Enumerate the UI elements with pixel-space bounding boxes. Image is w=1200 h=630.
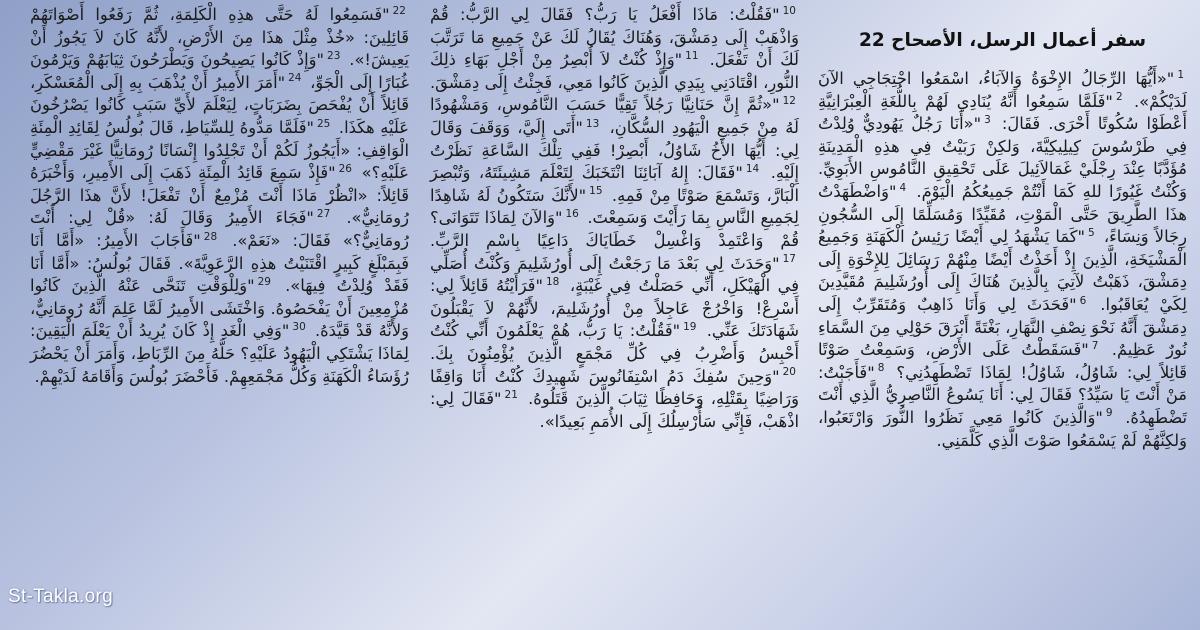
verse-number: 21 bbox=[504, 388, 518, 401]
verse-text: "فَإِذْ سَمِعَ قَائِدُ الْمِئَةِ ذَهَبَ إِلَى الأَمِيرِ، وَأَخْبَرَهُ قَائِلاً: «انْظُرْ مَاذَا أَنْتَ مُزْمِعٌ أَنْ تَفْعَلَ! لأَنَّ هذَا الرَّجُلَ رُومَانِيٌّ». bbox=[30, 163, 409, 228]
verse-number: 18 bbox=[545, 275, 560, 288]
verse-text: "كَمَا يَشْهَدُ لِي أَيْضًا رَئِيسُ الْكَهَنَةِ وَجَمِيعُ الْمَشْيَخَةِ، الَّذِينَ إِذْ أَخَذْتُ أَيْضًا مِنْهُمْ رَسَائِلَ لِلإِخْوَةِ إِلَى دِمَشْقَ، ذَهَبْتُ لآتِيَ بِالَّذِينَ هُنَاكَ إِلَى أُورُشَلِيمَ مُقَيَّدِينَ لِكَيْ يُعَاقَبُوا. bbox=[818, 227, 1187, 314]
verses-col1 bbox=[818, 68, 1187, 452]
verse-number: 9 bbox=[1105, 407, 1113, 420]
site-watermark: St-Takla.org bbox=[8, 586, 113, 607]
verse-text: "فَسَقَطْتُ عَلَى الأَرْضِ، وَسَمِعْتُ صَوْتًا قَائِلاً لِي: شَاوُلُ، شَاوُلُ! لِمَاذَا تَضْطَهِدُنِي؟ bbox=[818, 340, 1187, 382]
verse-number: 14 bbox=[745, 162, 760, 175]
verse-text: "فَقَالَ: إِلهُ آبَائِنَا انْتَخَبَكَ لِتَعْلَمَ مَشِيئَتَهُ، وَتُبْصِرَ الْبَارَّ، وَتَسْمَعَ صَوْتًا مِنْ فَمِهِ. bbox=[430, 163, 799, 205]
text-column-middle bbox=[420, 0, 805, 630]
verse-number: 12 bbox=[782, 94, 796, 107]
verse-text: "وَفِي الْغَدِ إِذْ كَانَ يُرِيدُ أَنْ يَعْلَمَ الْيَقِينَ: لِمَاذَا يَشْتَكِي الْيَهُودُ عَلَيْهِ؟ حَلَّهُ مِنَ الرِّبَاطِ، وَأَمَرَ أَنْ يَحْضُرَ رُؤَسَاءُ الْكَهَنَةِ وَكُلُّ مَجْمَعِهِمْ. فَأَحْضَرَ بُولُسَ وَأَقَامَهُ لَدَيْهِمْ. bbox=[30, 321, 409, 386]
verse-number: 4 bbox=[899, 181, 907, 194]
verse-number: 5 bbox=[1088, 226, 1095, 239]
verse-text: "فَرَأَيْتُهُ قَائِلاً لِي: أَسْرِعْ! وَاخْرُجْ عَاجِلاً مِنْ أُورُشَلِيمَ، لأَنَّهُمْ لاَ يَقْبَلُونَ شَهَادَتَكَ عَنِّي. bbox=[430, 276, 799, 341]
verse-text: "فَقُلْتُ: مَاذَا أَفْعَلُ يَا رَبُّ؟ فَقَالَ لِي الرَّبُّ: قُمْ وَاذْهَبْ إِلَى دِمَشْقَ، وَهُنَاكَ يُقَالُ لَكَ عَنْ جَمِيعِ مَا تَرَتَّبَ لَكَ أَنْ تَفْعَلَ. bbox=[430, 5, 799, 70]
verse-number: 17 bbox=[782, 253, 796, 266]
text-column-left bbox=[20, 0, 415, 630]
verses-col2 bbox=[430, 4, 799, 433]
verse-text: "وَحِينَ سُفِكَ دَمُ اسْتِفَانُوسَ شَهِيدِكَ كُنْتُ أَنَا وَاقِفًا وَرَاضِيًا بِقَتْلِهِ، وَحَافِظًا ثِيَابَ الَّذِينَ قَتَلُوهُ. bbox=[430, 366, 799, 409]
verse-number: 3 bbox=[984, 113, 991, 126]
verse-number: 26 bbox=[338, 162, 352, 175]
verse-text: "فَأَجَبْتُ: مَنْ أَنْتَ يَا سَيِّدُ؟ فَقَالَ لِي: أَنَا يَسُوعُ النَّاصِرِيُّ الَّذِي أَنْتَ تَضْطَهِدُهُ. bbox=[818, 362, 1187, 427]
verse-text: "وَالَّذِينَ كَانُوا مَعِي نَظَرُوا النُّورَ وَارْتَعَبُوا، وَلكِنَّهُمْ لَمْ يَسْمَعُوا صَوْتَ الَّذِي كَلَّمَنِي. bbox=[818, 407, 1187, 450]
verse-number: 7 bbox=[1091, 339, 1099, 352]
verse-number: 19 bbox=[683, 320, 697, 333]
verse-text: "«أَيُّهَا الرِّجَالُ الإِخْوَةُ وَالآبَاءُ، اسْمَعُوا احْتِجَاجِي الآنَ لَدَيْكُمْ». bbox=[818, 69, 1187, 111]
verse-number: 13 bbox=[585, 117, 600, 130]
verse-text: "«أَنَا رَجُلٌ يَهُودِيٌّ وُلِدْتُ فِي طَرْسُوسَ كِيلِيكِيَّةَ، وَلكِنْ رَبَيْتُ فِي هذِهِ الْمَدِينَةِ مُؤَدَّبًا عِنْدَ رِجْلَيْ غَمَالاَئِيلَ عَلَى تَحْقِيقِ النَّامُوسِ الأَبَوِيِّ. وَكُنْتُ غَيُورًا للهِ كَمَا أَنْتُمْ جَمِيعُكُمُ الْيَوْمَ. bbox=[818, 114, 1187, 201]
verse-text: "وَإِذْ كَانُوا يَصِيحُونَ وَيَطْرَحُونَ ثِيَابَهُمْ وَيَرْمُونَ غُبَارًا إِلَى الْجَوِّ، bbox=[30, 50, 409, 92]
verse-text: "فَقُلْتُ: يَا رَبُّ، هُمْ يَعْلَمُونَ أَنِّي كُنْتُ أَحْبِسُ وَأَضْرِبُ فِي كُلِّ مَجْمَعٍ الَّذِينَ يُؤْمِنُونَ بِكَ. bbox=[430, 321, 799, 363]
verse-text: "وَإِذْ كُنْتُ لاَ أُبْصِرُ مِنْ أَجْلِ بَهَاءِ ذلِكَ النُّورِ، اقْتَادَنِي بِيَدِي الَّذِينَ كَانُوا مَعِي، فَجِئْتُ إِلَى دِمَشْقَ. bbox=[430, 50, 799, 92]
verse-text: "لأَنَّكَ سَتَكُونُ لَهُ شَاهِدًا لِجَمِيعِ النَّاسِ بِمَا رَأَيْتَ وَسَمِعْتَ. bbox=[430, 185, 799, 228]
verse-number: 22 bbox=[392, 4, 406, 17]
verse-number: 20 bbox=[782, 366, 796, 379]
verse-number: 1 bbox=[1177, 68, 1184, 81]
verse-number: 30 bbox=[292, 320, 306, 333]
verse-number: 16 bbox=[565, 207, 579, 220]
verse-text: "فَأَجَابَ الأَمِيرُ: «أَمَّا أَنَا فَبِمَبْلَغٍ كَبِيرٍ اقْتَنَيْتُ هذِهِ الرَّعَوِيَّةَ». فَقَالَ بُولُسُ: «أَمَّا أَنَا فَقَدْ وُلِدْتُ فِيهَا». bbox=[30, 230, 409, 296]
verse-text: "أَتَى إِلَيَّ، وَوَقَفَ وَقَالَ لِي: أَيُّهَا الأَخُ شَاوُلُ، أَبْصِرْ! فَفِي تِلْكَ السَّاعَةِ نَظَرْتُ إِلَيْهِ. bbox=[430, 117, 799, 183]
text-column-right bbox=[808, 0, 1193, 630]
verse-text: "فَلَمَّا مَدُّوهُ لِلسِّيَاطِ، قَالَ بُولُسُ لِقَائِدِ الْمِئَةِ الْوَاقِفِ: «أَيَجُوزُ لَكُمْ أَنْ تَجْلِدُوا إِنْسَانًا رُومَانِيًّا غَيْرَ مَقْضِيٍّ عَلَيْهِ؟» bbox=[30, 117, 409, 183]
verse-text: "فَسَمِعُوا لَهُ حَتَّى هذِهِ الْكَلِمَةِ، ثُمَّ رَفَعُوا أَصْوَاتَهُمْ قَائِلِينَ: «خُذْ مِثْلَ هذَا مِنَ الأَرْضِ، لأَنَّهُ كَانَ لاَ يَجُوزُ أَنْ يَعِيشَ!». bbox=[30, 5, 409, 70]
verse-text: "وَحَدَثَ لِي بَعْدَ مَا رَجَعْتُ إِلَى أُورُشَلِيمَ وَكُنْتُ أُصَلِّي فِي الْهَيْكَلِ، أَنِّي حَصَلْتُ فِي غَيْبَةٍ، bbox=[430, 253, 799, 296]
verses-col3 bbox=[30, 4, 409, 388]
verse-text: "«ثُمَّ إِنَّ حَنَانِيَّا رَجُلاً تَقِيًّا حَسَبَ النَّامُوسِ، وَمَشْهُودًا لَهُ مِنْ جَمِيعِ الْيَهُودِ السُّكَّانِ، bbox=[430, 95, 799, 137]
verse-text: "وَالآنَ لِمَاذَا تَتَوَانَى؟ قُمْ وَاعْتَمِدْ وَاغْسِلْ خَطَايَاكَ دَاعِيًا بِاسْمِ الرَّبِّ. bbox=[430, 208, 799, 250]
verse-text: "وَلِلْوَقْتِ تَنَحَّى عَنْهُ الَّذِينَ كَانُوا مُزْمِعِينَ أَنْ يَفْحَصُوهُ. وَاخْتَشَى الأَمِيرُ لَمَّا عَلِمَ أَنَّهُ رُومَانِيٌّ، وَلأَنَّهُ قَدْ قَيَّدَهُ. bbox=[30, 276, 409, 341]
verse-number: 10 bbox=[782, 4, 796, 17]
verse-text: "فَلَمَّا سَمِعُوا أَنَّهُ يُنَادِي لَهُمْ بِاللُّغَةِ الْعِبْرَانِيَّةِ أَعْطَوْا سُكُوتًا أَحْرَى. فَقَالَ: bbox=[818, 91, 1187, 134]
verse-text: "وَاضْطَهَدْتُ هذَا الطَّرِيقَ حَتَّى الْمَوْتِ، مُقَيِّدًا وَمُسَلِّمًا إِلَى السُّجُونِ رِجَالاً وَنِسَاءً، bbox=[818, 181, 1187, 247]
chapter-title: سفر أعمال الرسل، الأصحاح 22 bbox=[858, 30, 1147, 51]
verse-number: 27 bbox=[316, 207, 331, 220]
verse-number: 23 bbox=[327, 49, 341, 62]
verse-text: "فَقَالَ لِي: اذْهَبْ، فَإِنِّي سَأُرْسِلُكَ إِلَى الأُمَمِ بَعِيدًا». bbox=[430, 389, 799, 431]
verse-number: 2 bbox=[1115, 91, 1123, 104]
verse-number: 24 bbox=[288, 72, 302, 85]
verse-number: 6 bbox=[1079, 294, 1087, 307]
verse-number: 15 bbox=[589, 185, 603, 198]
verse-text: "أَمَرَ الأَمِيرُ أَنْ يُذْهَبَ بِهِ إِلَى الْمُعَسْكَرِ، قَائِلاً أَنْ يُفْحَصَ بِضَرَبَاتٍ، لِيَعْلَمَ لأَيِّ سَبَبٍ كَانُوا يَصْرُخُونَ عَلَيْهِ هكَذَا. bbox=[30, 72, 409, 137]
verse-number: 25 bbox=[316, 117, 331, 130]
verse-text: "فَحَدَثَ لِي وَأَنَا ذَاهِبٌ وَمُتَقَرِّبٌ إِلَى دِمَشْقَ أَنَّهُ نَحْوَ نِصْفِ النَّهَارِ، بَغْتَةً أَبْرَقَ حَوْلِي مِنَ السَّمَاءِ نُورٌ عَظِيمٌ. bbox=[818, 294, 1187, 360]
verse-text: "فَجَاءَ الأَمِيرُ وَقَالَ لَهُ: «قُلْ لِي: أَنْتَ رُومَانِيٌّ؟» فَقَالَ: «نَعَمْ». bbox=[30, 208, 409, 250]
verse-number: 11 bbox=[685, 49, 699, 62]
verse-number: 29 bbox=[257, 275, 271, 288]
verse-number: 8 bbox=[877, 362, 885, 375]
verse-number: 28 bbox=[203, 230, 218, 243]
